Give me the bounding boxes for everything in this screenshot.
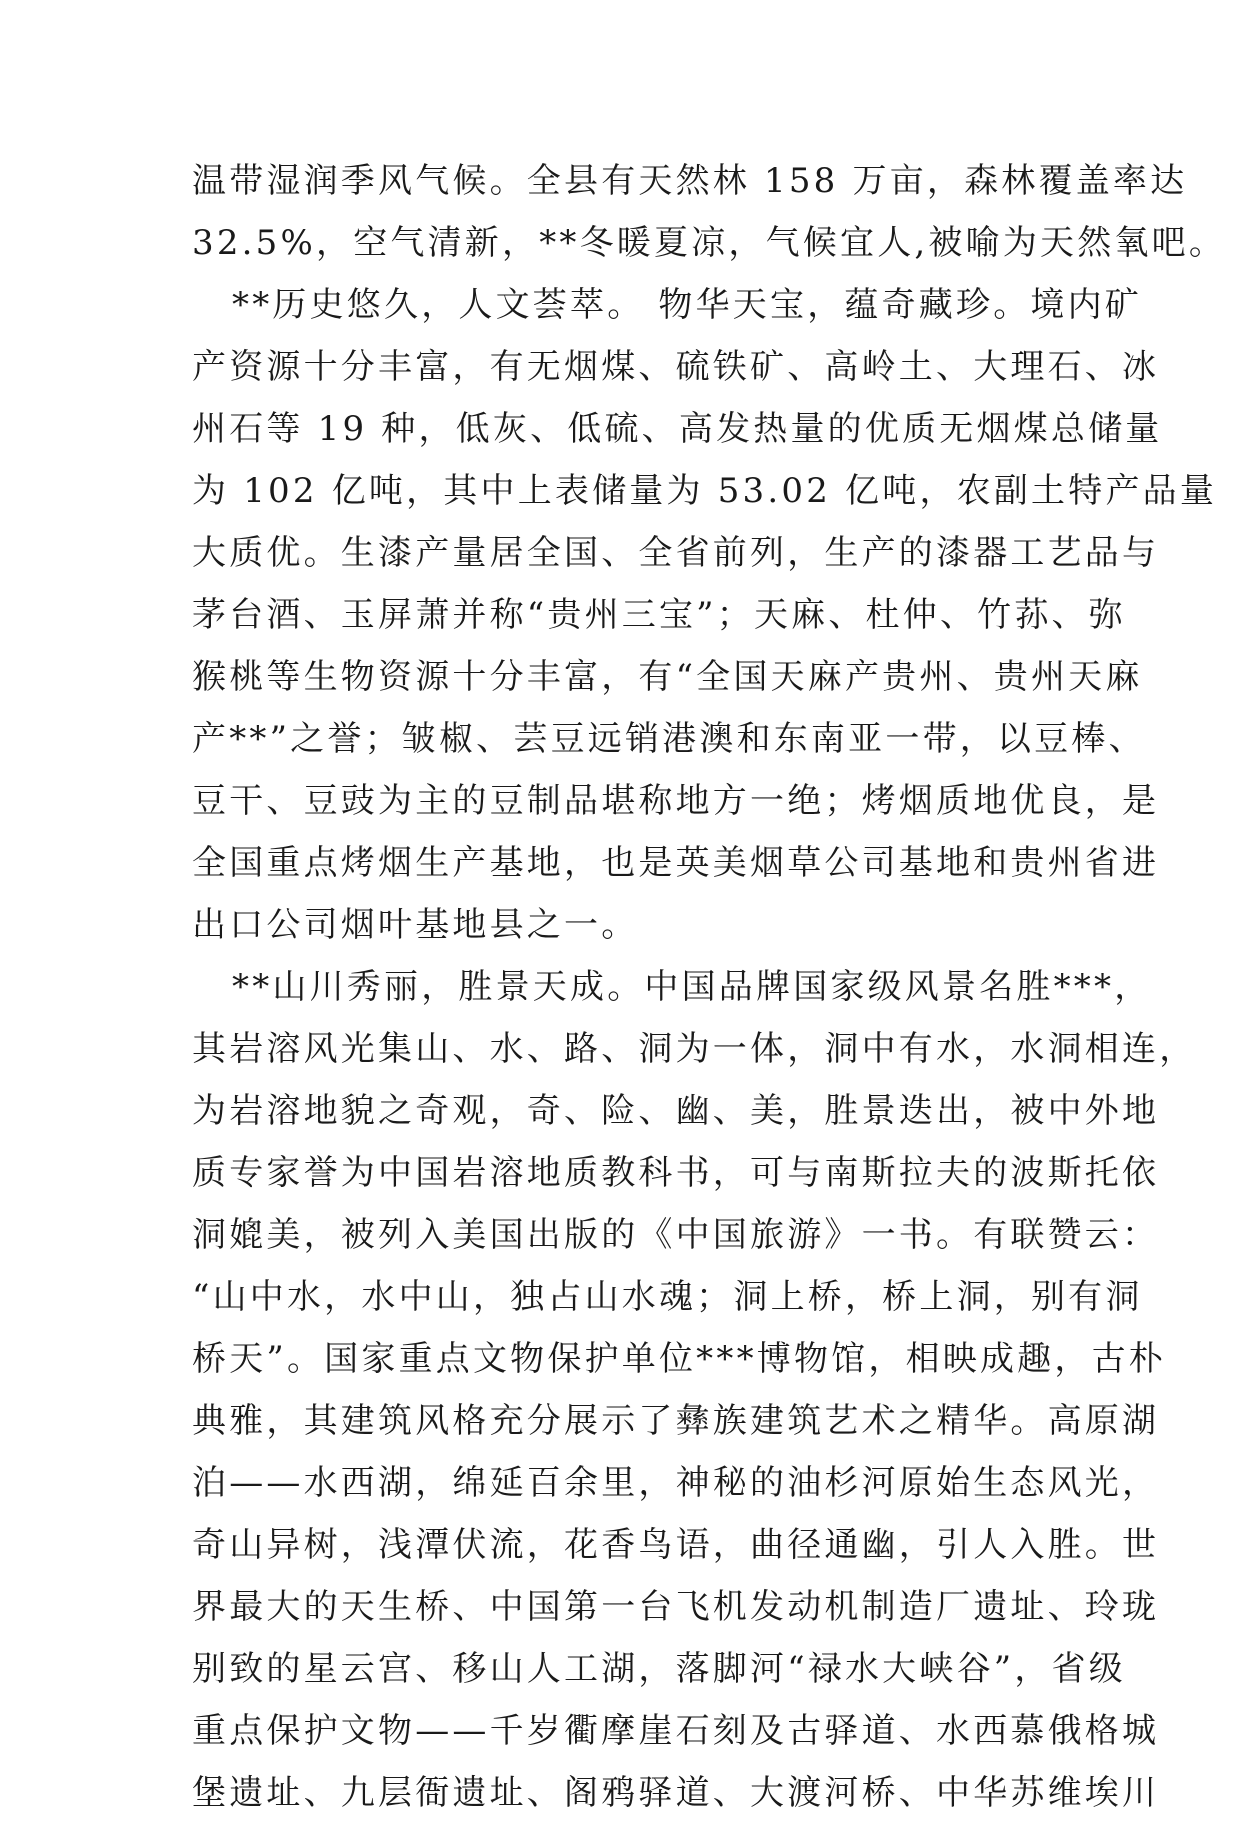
- text-line: 为岩溶地貌之奇观，奇、险、幽、美，胜景迭出，被中外地: [192, 1091, 1160, 1131]
- text-line: 桥天”。国家重点文物保护单位***博物馆，相映成趣，古朴: [192, 1339, 1166, 1379]
- text-line: 奇山异树，浅潭伏流，花香鸟语，曲径通幽，引人入胜。世: [192, 1525, 1160, 1565]
- text-line: 州石等 19 种，低灰、低硫、高发热量的优质无烟煤总储量: [192, 409, 1163, 449]
- document-body: [192, 150, 1227, 1824]
- text-line: 其岩溶风光集山、水、路、洞为一体，洞中有水，水洞相连，: [192, 1029, 1197, 1069]
- text-line: 质专家誉为中国岩溶地质教科书，可与南斯拉夫的波斯托依: [192, 1153, 1160, 1193]
- text-line: 猴桃等生物资源十分丰富，有“全国天麻产贵州、贵州天麻: [192, 657, 1143, 697]
- text-line: 别致的星云宫、移山人工湖，落脚河“禄水大峡谷”，省级: [192, 1649, 1126, 1689]
- text-line: 重点保护文物——千岁衢摩崖石刻及古驿道、水西慕俄格城: [192, 1711, 1160, 1751]
- text-line: 界最大的天生桥、中国第一台飞机发动机制造厂遗址、玲珑: [192, 1587, 1160, 1627]
- text-line: “山中水，水中山，独占山水魂；洞上桥，桥上洞，别有洞: [192, 1277, 1143, 1317]
- text-line: 温带湿润季风气候。全县有天然林 158 万亩，森林覆盖率达: [192, 161, 1188, 201]
- text-line: 产资源十分丰富，有无烟煤、硫铁矿、高岭土、大理石、冰: [192, 347, 1160, 387]
- text-line: 大质优。生漆产量居全国、全省前列，生产的漆器工艺品与: [192, 533, 1160, 573]
- text-line: 全国重点烤烟生产基地，也是英美烟草公司基地和贵州省进: [192, 843, 1160, 883]
- text-line: 泊——水西湖，绵延百余里，神秘的油杉河原始生态风光，: [192, 1463, 1160, 1503]
- text-line: 出口公司烟叶基地县之一。: [192, 905, 639, 945]
- text-line: 豆干、豆豉为主的豆制品堪称地方一绝；烤烟质地优良，是: [192, 781, 1160, 821]
- text-line: 洞媲美，被列入美国出版的《中国旅游》一书。有联赞云：: [192, 1215, 1160, 1255]
- text-line: 为 102 亿吨，其中上表储量为 53.02 亿吨，农副土特产品量: [192, 471, 1218, 511]
- text-line: 堡遗址、九层衙遗址、阁鸦驿道、大渡河桥、中华苏维埃川: [192, 1773, 1160, 1813]
- text-line: 产**”之誉；皱椒、芸豆远销港澳和东南亚一带，以豆棒、: [192, 719, 1146, 759]
- text-line: 典雅，其建筑风格充分展示了彝族建筑艺术之精华。高原湖: [192, 1401, 1160, 1441]
- text-line: 茅台酒、玉屏萧并称“贵州三宝”；天麻、杜仲、竹荪、弥: [192, 595, 1126, 635]
- text-line: 32.5%，空气清新，**冬暖夏凉，气候宜人,被喻为天然氧吧。: [192, 223, 1227, 263]
- paragraph-start-line: **山川秀丽，胜景天成。中国品牌国家级风景名胜***，: [232, 967, 1152, 1007]
- paragraph-start-line: **历史悠久，人文荟萃。 物华天宝，蕴奇藏珍。境内矿: [232, 285, 1143, 325]
